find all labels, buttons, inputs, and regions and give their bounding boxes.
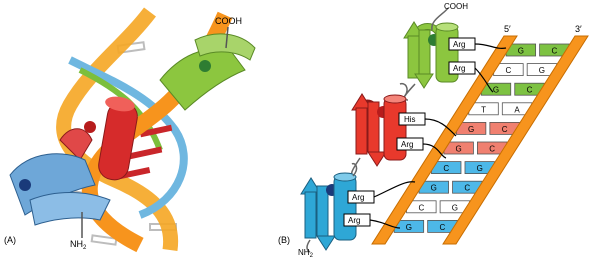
finger-green: [404, 2, 468, 100]
base-left-letter: G: [405, 222, 413, 232]
blue-n-terminus: $NH_2$: [298, 248, 313, 259]
base-left-letter: G: [455, 144, 462, 154]
five-prime-label: 5′: [504, 24, 511, 34]
base-right-letter: C: [501, 124, 508, 134]
panel-a-n-terminus: $NH_2$: [70, 239, 87, 251]
base-pair-row: [444, 142, 507, 154]
base-pair-row: [506, 44, 569, 56]
blue-zinc-ion: [19, 179, 31, 191]
base-right-letter: G: [538, 66, 546, 76]
green-beta-strand: [408, 36, 419, 78]
blue-beta-strand-2: [317, 186, 328, 236]
green-zinc-ion: [199, 60, 211, 72]
base-right-letter: C: [489, 144, 496, 154]
residue-green-top: Arg: [453, 40, 466, 49]
base-right-letter: C: [464, 183, 471, 193]
base-pair-row: [394, 220, 457, 232]
base-right-letter: G: [476, 164, 483, 174]
base-right-letter: C: [551, 46, 558, 56]
finger-red: [352, 84, 407, 178]
red-beta-strand-2: [368, 102, 379, 152]
panel-a: [4, 12, 255, 251]
green-c-terminus: COOH: [444, 2, 468, 11]
red-zinc-ion: [84, 121, 96, 133]
finger-blue: [298, 164, 357, 259]
base-right-letter: A: [514, 105, 520, 115]
base-pair-row: [431, 162, 494, 174]
blue-beta-strand: [305, 192, 316, 238]
green-zinc-finger: [160, 27, 255, 110]
red-arrow-down: [368, 152, 386, 166]
residue-blue-bottom: Arg: [348, 216, 361, 225]
base-pair-row: [456, 122, 519, 134]
base-pair-row: [469, 103, 532, 115]
residue-red-bottom: Arg: [401, 140, 414, 149]
base-left-letter: C: [418, 203, 425, 213]
panel-b: [278, 2, 588, 259]
residue-green-bottom: Arg: [453, 64, 466, 73]
base-left-letter: G: [467, 124, 475, 134]
red-beta-strand: [356, 108, 367, 154]
base-right-letter: C: [526, 85, 533, 95]
base-left-letter: C: [505, 66, 512, 76]
residue-blue-top: Arg: [352, 193, 365, 202]
three-prime-label: 3′: [575, 24, 582, 34]
base-pair-row: [494, 64, 557, 76]
panel-a-c-terminus: COOH: [215, 16, 242, 26]
panel-a-label: (A): [4, 235, 16, 245]
base-right-letter: G: [451, 203, 458, 213]
residue-red-top: His: [404, 115, 416, 124]
green-beta-strand-2: [419, 30, 430, 74]
base-pair-row: [419, 181, 482, 193]
base-pair-row: [407, 201, 470, 213]
blue-alpha-helix: [334, 176, 356, 240]
base-left-letter: G: [492, 85, 500, 95]
base-right-letter: C: [439, 222, 446, 232]
base-left-letter: T: [481, 105, 486, 115]
base-left-letter: C: [443, 164, 450, 174]
base-left-letter: G: [517, 46, 524, 56]
red-alpha-helix: [384, 98, 406, 160]
panel-b-label: (B): [278, 235, 290, 245]
base-left-letter: G: [430, 183, 437, 193]
green-arrow-down: [415, 74, 433, 88]
blue-arrow-down: [317, 236, 335, 250]
